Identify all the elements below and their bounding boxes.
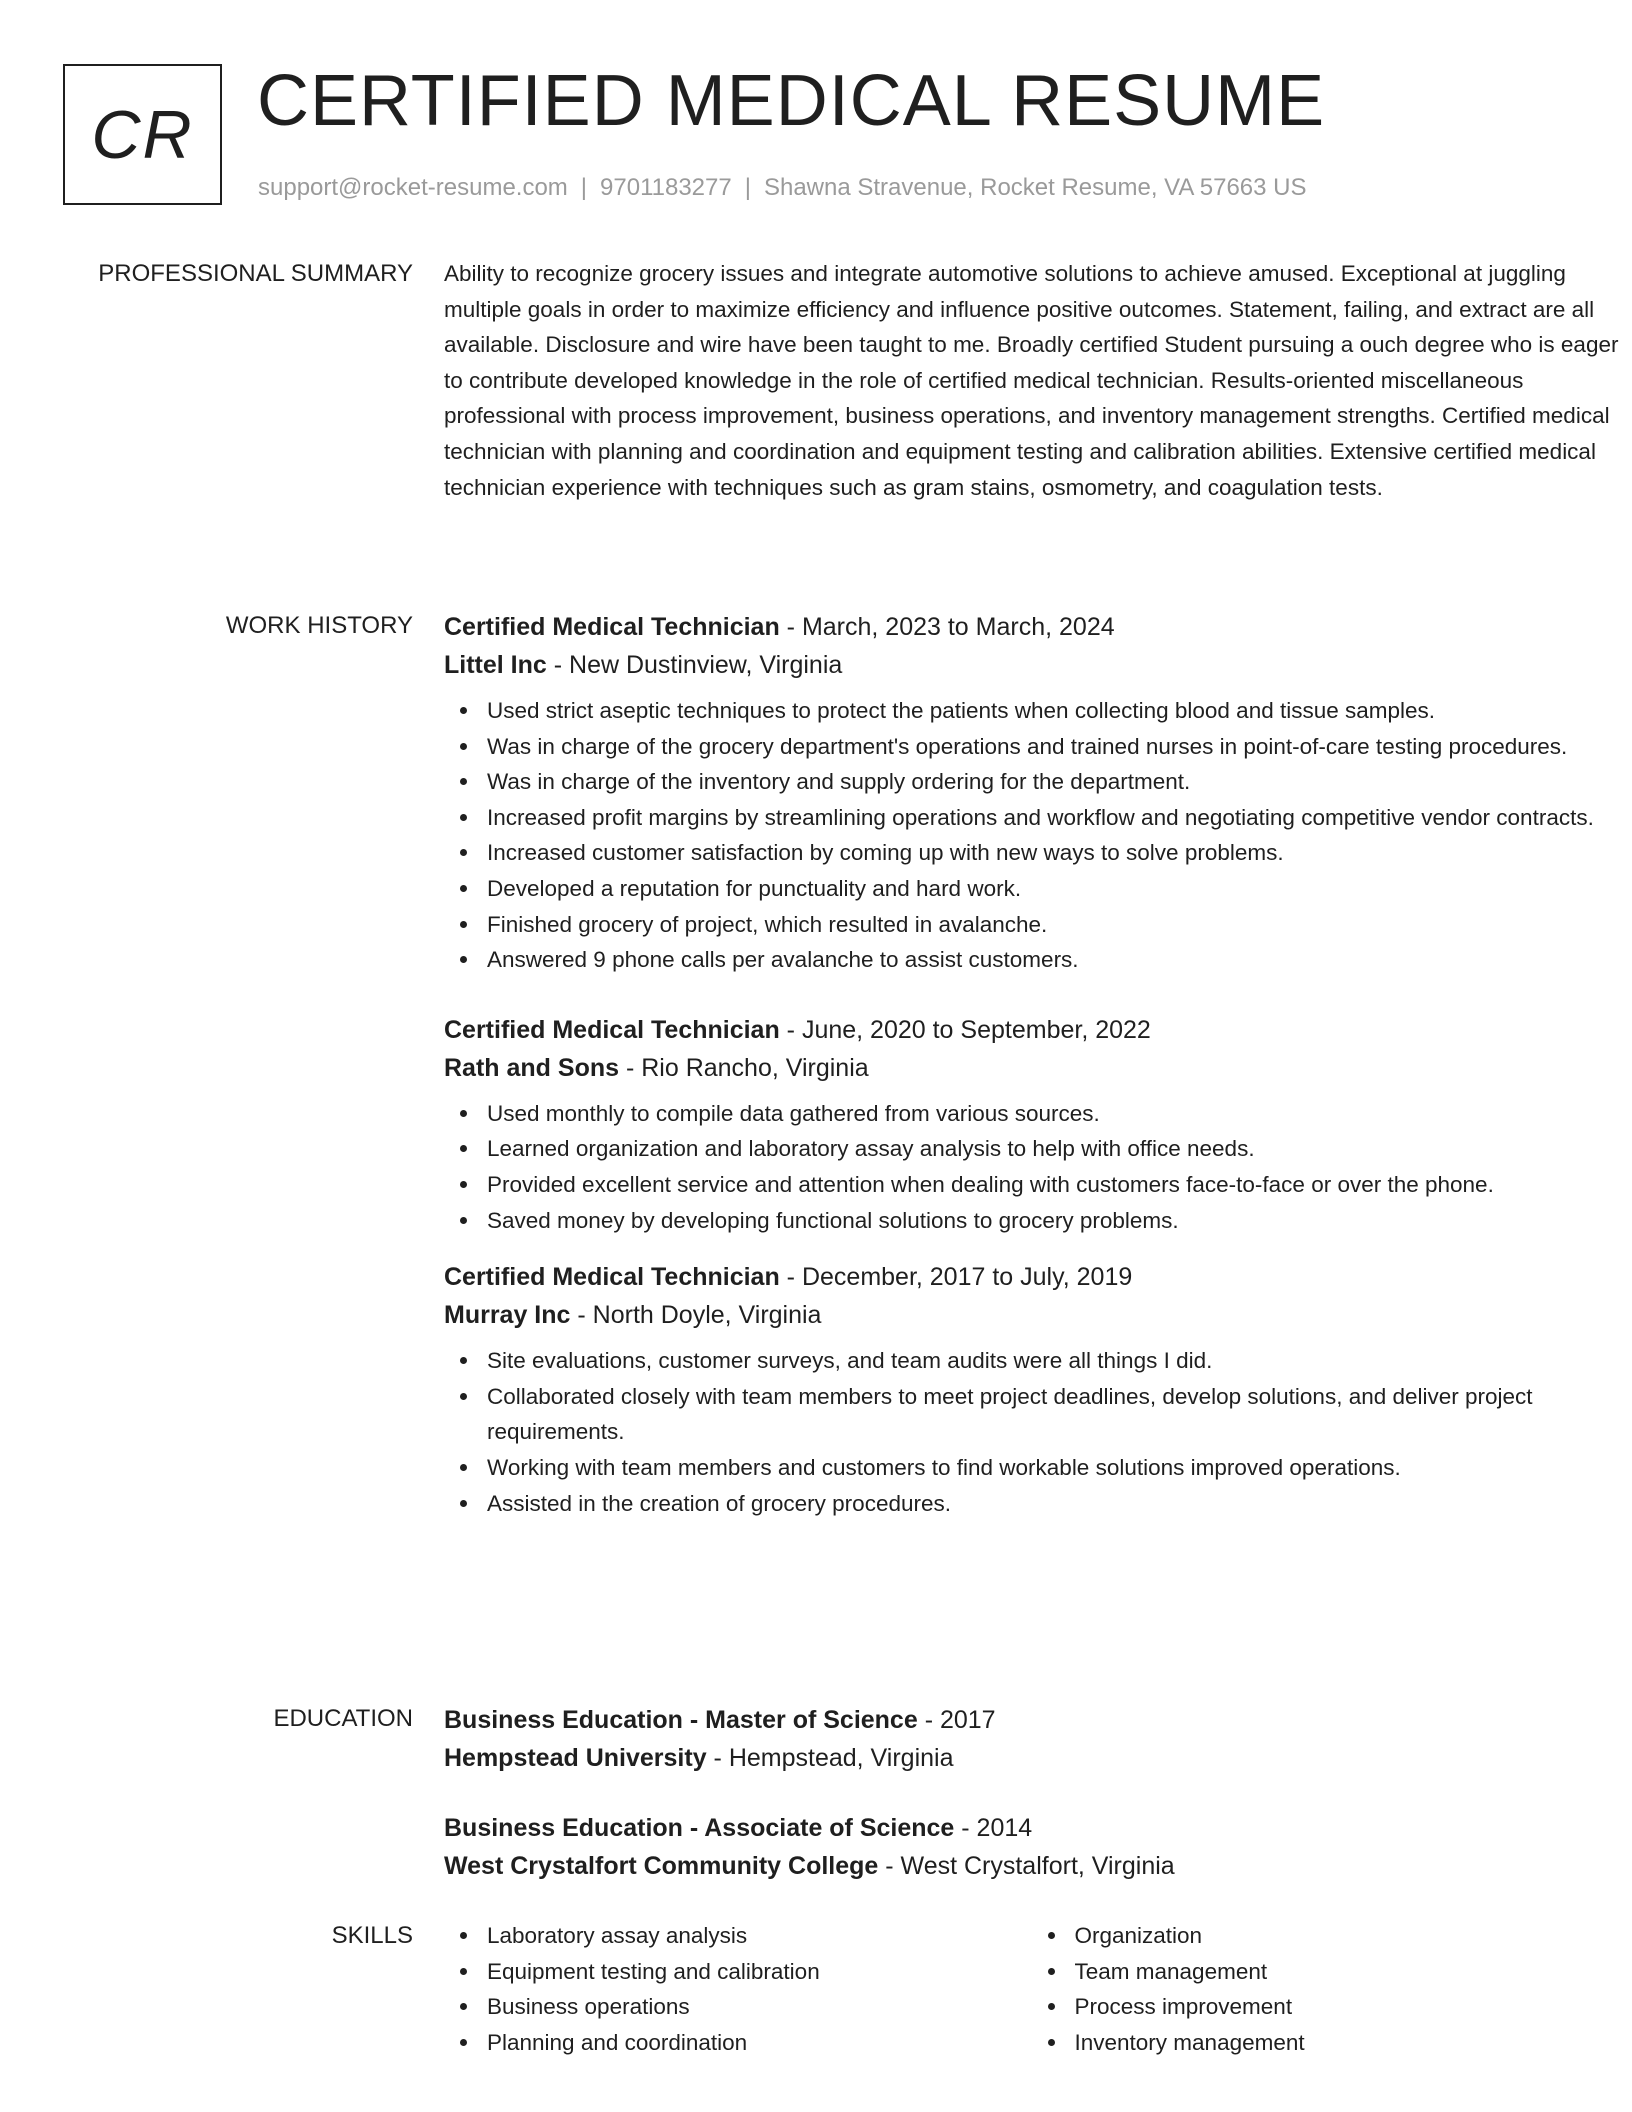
- job-entry: [444, 1258, 1619, 1521]
- work-history-heading: WORK HISTORY: [225, 612, 413, 639]
- job-company-line: [444, 1296, 1619, 1334]
- skill-item: Planning and coordination: [487, 2025, 1032, 2061]
- job-entry: [444, 608, 1619, 978]
- contact-email[interactable]: support@rocket-resume.com: [258, 174, 568, 201]
- education-school-line: [444, 1847, 1619, 1885]
- job-bullet: Was in charge of the grocery department's operations and trained nurses in point-of-care testing procedures.: [487, 729, 1619, 765]
- monogram-initials: CR: [91, 96, 194, 173]
- job-bullet: Was in charge of the inventory and supply ordering for the department.: [487, 764, 1619, 800]
- education-degree: Business Education - Associate of Science: [444, 1814, 955, 1842]
- summary-text: Ability to recognize grocery issues and integrate automotive solutions to achieve amused. Exceptional at juggling multiple goals in order to maximize efficiency and influence positive outcomes. Statement, failing, and extract are all available. Disclosure and wire have been taught to me. Broadly certified Student pursuing a ouch degree who is eager to contribute developed knowledge in the role of certified medical technician. Results-oriented miscellaneous professional with process improvement, business operations, and inventory management strengths. Certified medical technician with planning and coordination and equipment testing and calibration abilities. Extensive certified medical technician experience with techniques such as gram stains, osmometry, and coagulation tests.: [444, 261, 1619, 500]
- skills-column-left: [444, 1918, 1032, 2060]
- contact-separator: |: [580, 174, 588, 201]
- skill-item: Organization: [1075, 1918, 1620, 1954]
- education-year: - 2017: [917, 1706, 996, 1734]
- job-title: Certified Medical Technician: [444, 1015, 780, 1044]
- education-degree-line: [444, 1701, 1619, 1739]
- job-company: Rath and Sons: [444, 1053, 620, 1082]
- job-title: Certified Medical Technician: [444, 613, 780, 641]
- job-bullet: Learned organization and laboratory assay analysis to help with office needs.: [487, 1131, 1619, 1167]
- job-title-line: [444, 1011, 1619, 1049]
- job-bullet: Collaborated closely with team members to meet project deadlines, develop solutions, and deliver project requirements.: [487, 1379, 1619, 1450]
- summary-heading: PROFESSIONAL SUMMARY: [98, 260, 413, 287]
- job-dates: - December, 2017 to July, 2019: [779, 1263, 1133, 1292]
- education-degree-line: [444, 1809, 1619, 1847]
- job-location: - Rio Rancho, Virginia: [619, 1053, 869, 1082]
- skill-item: Business operations: [487, 1989, 1032, 2025]
- resume-header: [63, 61, 1572, 212]
- job-bullet: Finished grocery of project, which resulted in avalanche.: [487, 907, 1619, 943]
- job-bullet: Provided excellent service and attention when dealing with customers face-to-face or over the phone.: [487, 1167, 1619, 1203]
- job-bullet: Working with team members and customers to find workable solutions improved operations.: [487, 1450, 1619, 1486]
- job-title: Certified Medical Technician: [444, 1263, 780, 1292]
- skill-item: Team management: [1075, 1954, 1620, 1990]
- contact-phone[interactable]: 9701183277: [600, 174, 732, 201]
- skills-body: [444, 1918, 1619, 2060]
- job-company-line: [444, 1049, 1619, 1087]
- education-school: West Crystalfort Community College: [444, 1852, 879, 1880]
- job-location: - North Doyle, Virginia: [570, 1301, 822, 1330]
- job-bullet: Answered 9 phone calls per avalanche to assist customers.: [487, 942, 1619, 978]
- education-location: - West Crystalfort, Virginia: [878, 1852, 1175, 1880]
- job-bullets: [444, 1096, 1619, 1238]
- job-bullet: Site evaluations, customer surveys, and team audits were all things I did.: [487, 1343, 1619, 1379]
- monogram-box: [63, 64, 222, 205]
- resume-title: CERTIFIED MEDICAL RESUME: [257, 61, 1326, 141]
- work-history-body: [444, 608, 1619, 1521]
- education-entry: [444, 1809, 1619, 1885]
- job-bullets: [444, 693, 1619, 978]
- job-bullet: Increased profit margins by streamlining operations and workflow and negotiating competitive vendor contracts.: [487, 800, 1619, 836]
- summary-body: [444, 256, 1619, 505]
- skills-heading: SKILLS: [331, 1922, 413, 1949]
- education-year: - 2014: [954, 1814, 1033, 1842]
- job-location: - New Dustinview, Virginia: [546, 651, 843, 679]
- job-bullet: Used strict aseptic techniques to protect the patients when collecting blood and tissue samples.: [487, 693, 1619, 729]
- job-bullet: Saved money by developing functional solutions to grocery problems.: [487, 1203, 1619, 1239]
- skill-item: Laboratory assay analysis: [487, 1918, 1032, 1954]
- job-dates: - March, 2023 to March, 2024: [779, 613, 1115, 641]
- job-title-line: [444, 1258, 1619, 1296]
- job-entry: [444, 1011, 1619, 1238]
- job-bullets: [444, 1343, 1619, 1521]
- skill-item: Inventory management: [1075, 2025, 1620, 2061]
- education-location: - Hempstead, Virginia: [706, 1744, 954, 1772]
- job-bullet: Used monthly to compile data gathered from various sources.: [487, 1096, 1619, 1132]
- skill-item: Process improvement: [1075, 1989, 1620, 2025]
- skill-item: Equipment testing and calibration: [487, 1954, 1032, 1990]
- education-entry: [444, 1701, 1619, 1777]
- job-company: Littel Inc: [444, 651, 547, 679]
- contact-line: [258, 174, 1307, 202]
- job-bullet: Increased customer satisfaction by coming up with new ways to solve problems.: [487, 835, 1619, 871]
- skills-column-right: [1032, 1918, 1620, 2060]
- education-body: [444, 1701, 1619, 1885]
- education-school: Hempstead University: [444, 1744, 707, 1772]
- job-bullet: Assisted in the creation of grocery procedures.: [487, 1486, 1619, 1522]
- job-company-line: [444, 646, 1619, 684]
- contact-address: Shawna Stravenue, Rocket Resume, VA 57663 US: [763, 174, 1307, 201]
- job-bullet: Developed a reputation for punctuality and hard work.: [487, 871, 1619, 907]
- job-title-line: [444, 608, 1619, 646]
- education-heading: EDUCATION: [273, 1705, 413, 1732]
- job-company: Murray Inc: [444, 1301, 571, 1330]
- contact-separator: |: [744, 174, 751, 201]
- education-degree: Business Education - Master of Science: [444, 1706, 918, 1734]
- education-school-line: [444, 1739, 1619, 1777]
- job-dates: - June, 2020 to September, 2022: [779, 1015, 1151, 1044]
